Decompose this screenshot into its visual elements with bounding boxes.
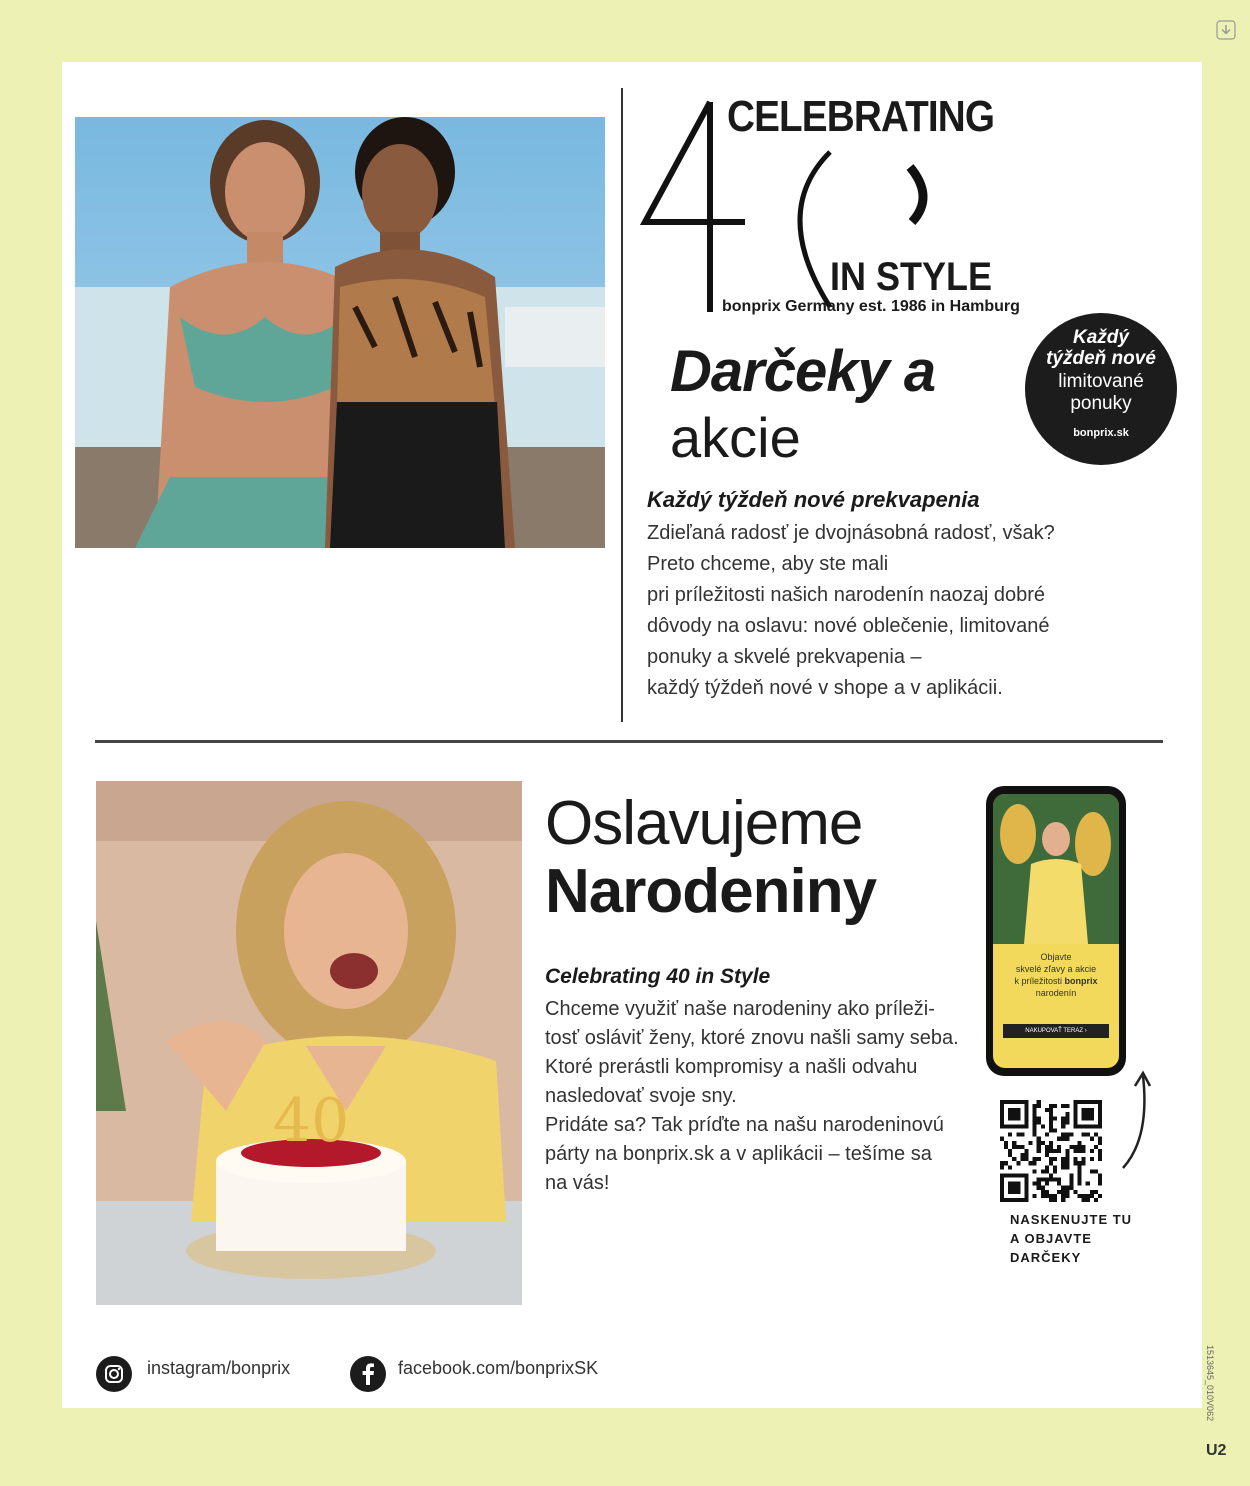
section1-line: ponuky a skvelé prekvapenia – [647, 646, 922, 668]
swimwear-photo [75, 117, 605, 548]
phone-mockup [986, 786, 1126, 1076]
facebook-icon[interactable] [350, 1356, 386, 1392]
facebook-link[interactable]: facebook.com/bonprixSK [398, 1358, 599, 1378]
heading-oslavujeme: Oslavujeme [545, 789, 863, 858]
section2-line: tosť osláviť ženy, ktoré znovu našli samy seba. [545, 1027, 959, 1049]
logo-in-style: IN STYLE [830, 255, 993, 299]
phone-screen [993, 794, 1119, 1068]
birthday-cake-photo [96, 781, 522, 1305]
phone-text [997, 951, 1115, 999]
phone-text2: skvelé zľavy a akcie [1015, 964, 1097, 974]
section1-line: Zdieľaná radosť je dvojnásobná radosť, však? [647, 522, 1055, 544]
section2-line: Chceme využiť naše narodeniny ako príleži- [545, 998, 935, 1020]
section1-line: pri príležitosti našich narodenín naozaj dobré [647, 584, 1046, 606]
phone-photo [993, 794, 1119, 944]
instagram-link[interactable]: instagram/bonprix [147, 1358, 291, 1378]
qr-line3: DARČEKY [1010, 1250, 1082, 1265]
heading-akcie: akcie [670, 406, 801, 469]
section2-line: nasledovať svoje sny. [545, 1085, 737, 1107]
vertical-divider [621, 88, 623, 722]
badge-line1a: Každý [1073, 327, 1129, 348]
qr-code[interactable] [1000, 1100, 1102, 1202]
section2-body [545, 995, 975, 1198]
instagram-icon[interactable] [96, 1356, 132, 1392]
logo-celebrating: CELEBRATING [727, 92, 995, 141]
section2-line: párty na bonprix.sk a v aplikácii – tešíme sa [545, 1143, 932, 1165]
badge-line2a: limitované [1058, 371, 1144, 392]
subheading-weekly: Každý týždeň nové prekvapenia [647, 487, 980, 512]
download-icon[interactable] [1216, 20, 1236, 40]
phone-text3b: bonprix [1064, 976, 1098, 986]
section1-body [647, 518, 1117, 704]
page-number: U2 [1206, 1442, 1227, 1459]
section2-line: Pridáte sa? Tak príďte na našu narodeninovú [545, 1114, 944, 1136]
badge-line1b: týždeň nové [1046, 348, 1156, 369]
qr-caption [1010, 1210, 1132, 1267]
badge-site: bonprix.sk [1073, 427, 1129, 439]
badge-line2b: ponuky [1070, 393, 1132, 414]
curved-arrow-icon [1105, 1068, 1155, 1173]
section1-line: dôvody na oslavu: nové oblečenie, limitované [647, 615, 1050, 637]
logo-established: bonprix Germany est. 1986 in Hamburg [722, 298, 1020, 315]
section1-line: každý týždeň nové v shope a v aplikácii. [647, 677, 1003, 699]
phone-text4: narodenín [1035, 988, 1077, 998]
section1-line: Preto chceme, aby ste mali [647, 553, 889, 575]
cake-candle-number: 40 [272, 1086, 350, 1156]
catalog-code: 1513645_010V062 [1205, 1345, 1215, 1422]
heading-darceky: Darčeky a [670, 339, 936, 404]
horizontal-divider [95, 740, 1163, 743]
phone-text1: Objavte [1040, 952, 1072, 962]
qr-line2: A OBJAVTE [1010, 1231, 1092, 1246]
qr-line1: NASKENUJTE TU [1010, 1212, 1133, 1227]
section2-line: Ktoré prerástli kompromisy a našli odvahu [545, 1056, 918, 1078]
phone-text3: k príležitosti [1014, 976, 1062, 986]
section2-line: na vás! [545, 1172, 610, 1194]
weekly-offers-badge [1025, 313, 1177, 465]
phone-shop-button[interactable]: NAKUPOVAŤ TERAZ › [1003, 1024, 1109, 1038]
heading-narodeniny: Narodeniny [545, 857, 877, 926]
subheading-celebrating: Celebrating 40 in Style [545, 965, 771, 988]
